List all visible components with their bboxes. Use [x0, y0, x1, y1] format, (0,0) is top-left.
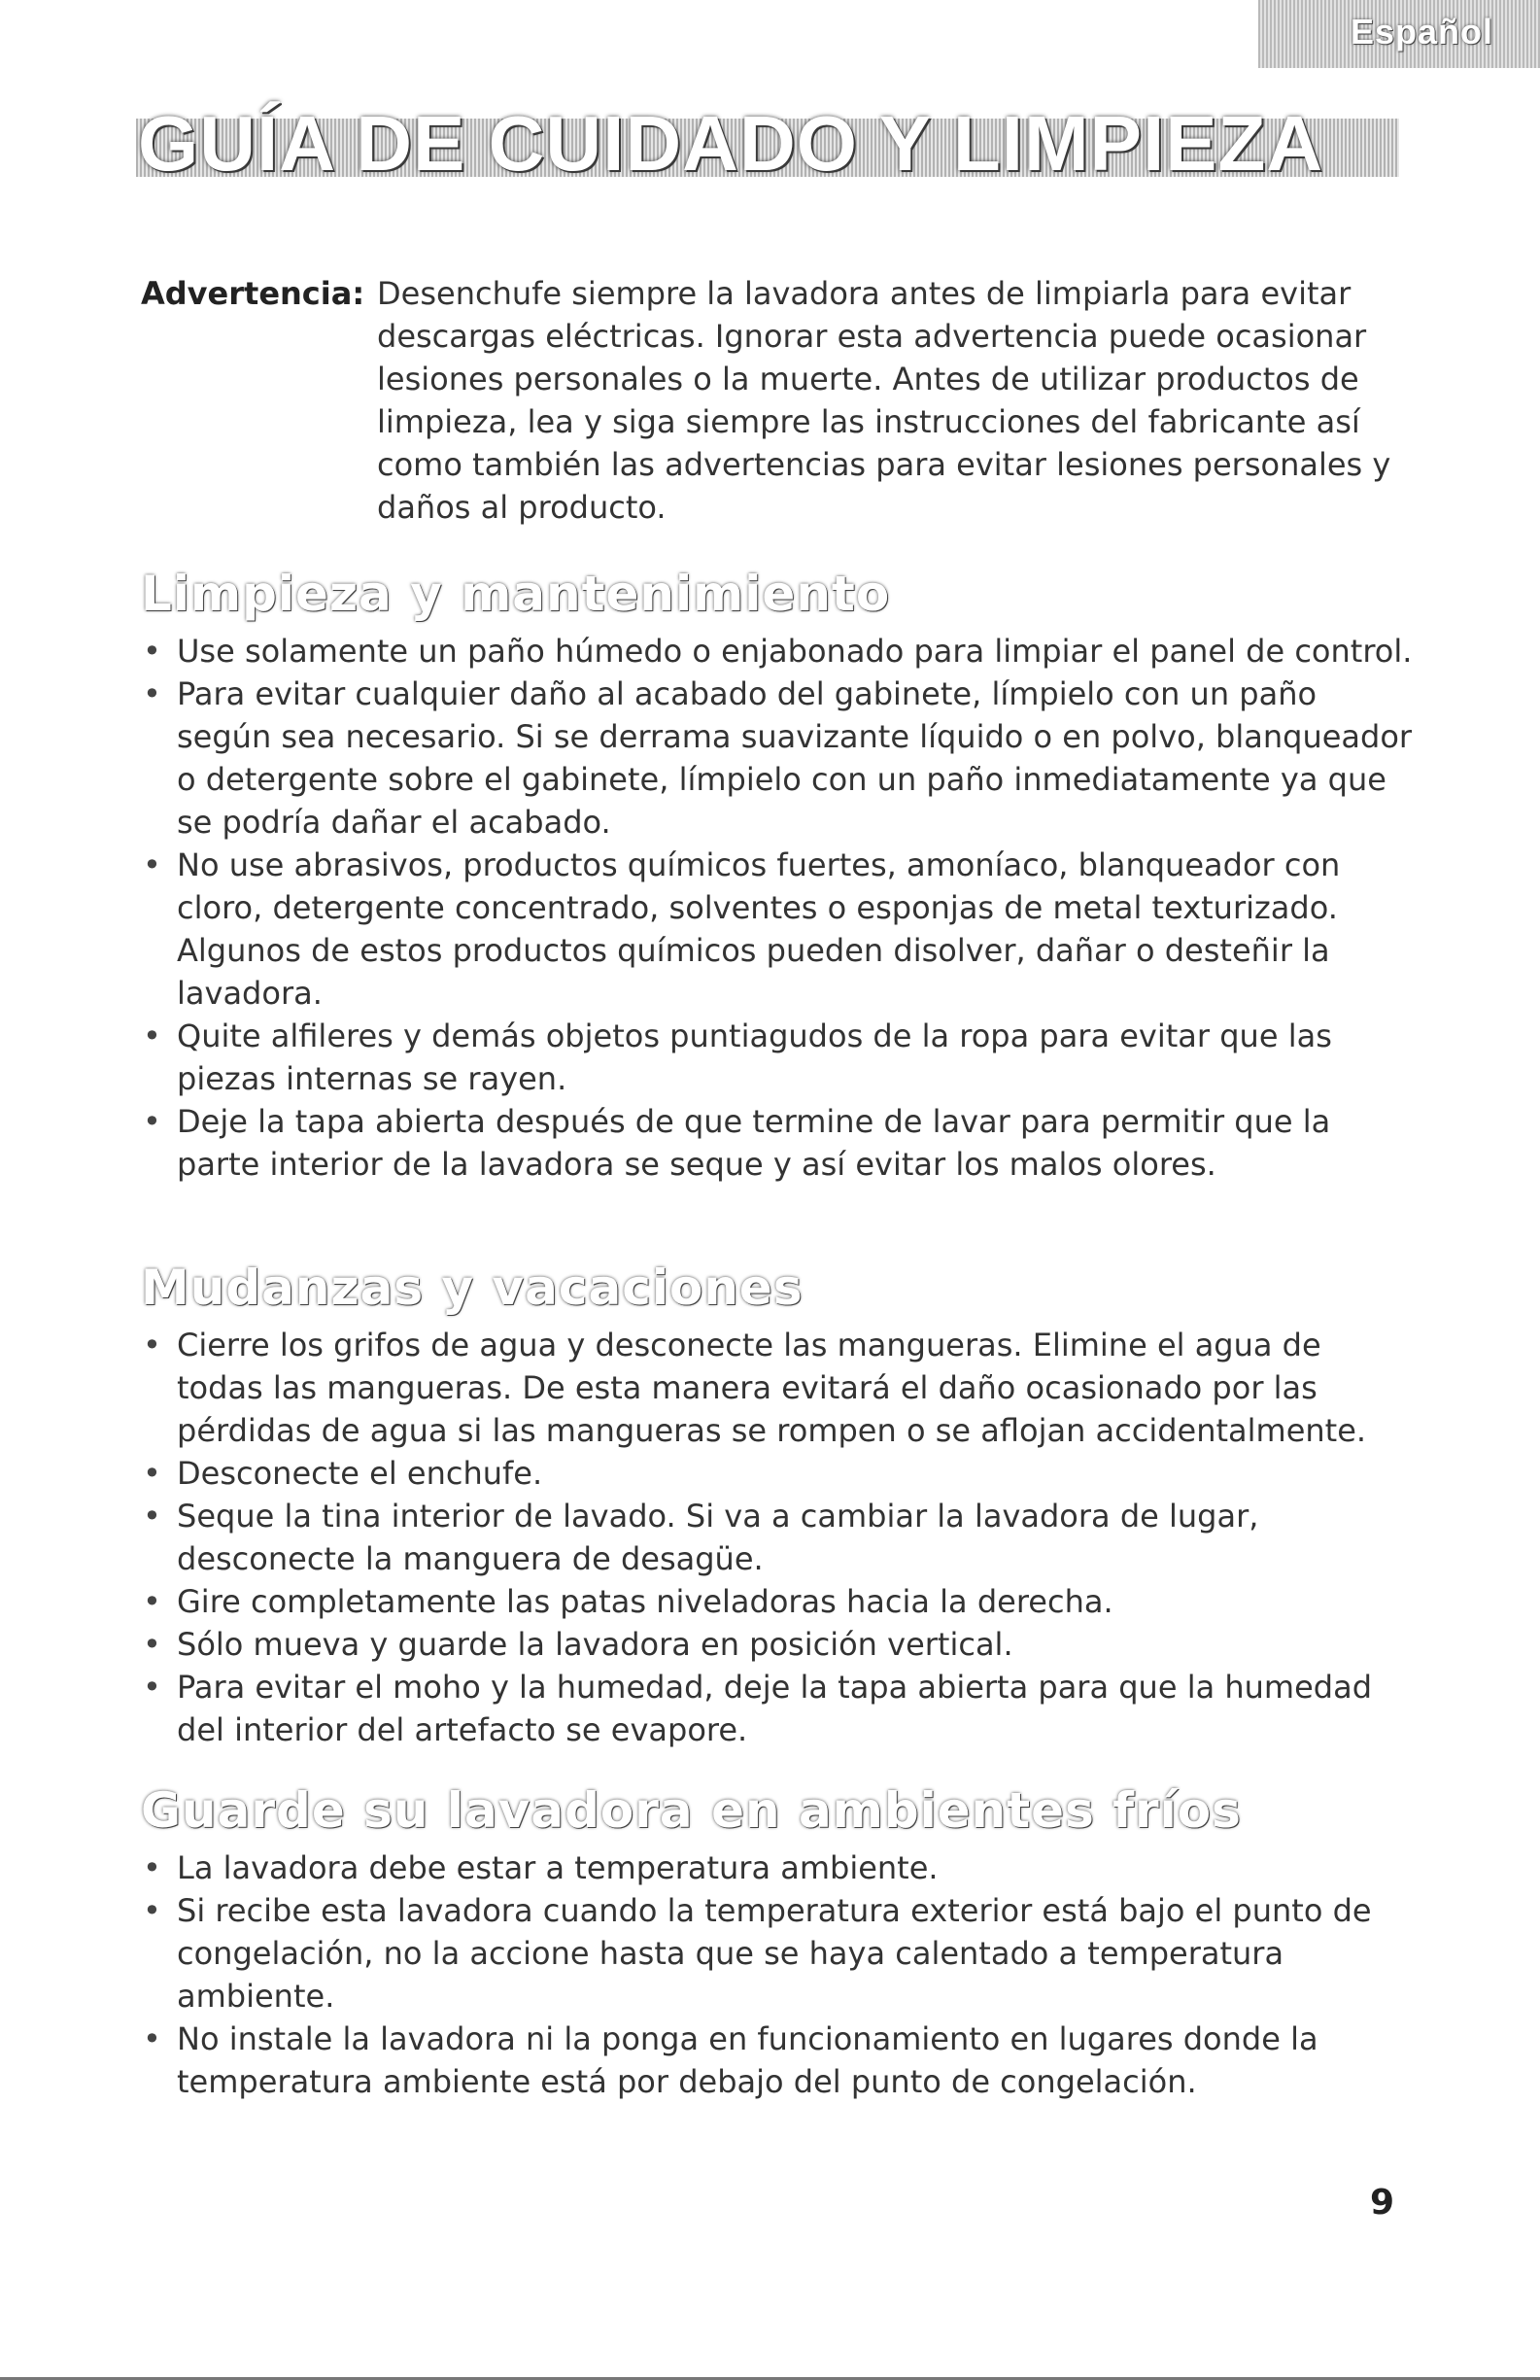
- cleaning-list: [141, 630, 1414, 1186]
- list-item: • Cierre los grifos de agua y desconecte las mangueras. Elimine el agua de todas las mangueras. De esta manera evitará el daño ocasionado por las pérdidas de agua si las mangueras se rompen o se aflojan accidentalmente.: [141, 1324, 1414, 1452]
- page-number: 9: [1370, 2183, 1395, 2223]
- list-item: • Gire completamente las patas niveladoras hacia la derecha.: [141, 1580, 1414, 1623]
- list-item: • No instale la lavadora ni la ponga en funcionamiento en lugares donde la temperatura ambiente está por debajo del punto de congelación.: [141, 2018, 1414, 2103]
- list-item: • Sólo mueva y guarde la lavadora en posición vertical.: [141, 1623, 1414, 1666]
- list-item: • Desconecte el enchufe.: [141, 1452, 1414, 1495]
- list-item: • La lavadora debe estar a temperatura ambiente.: [141, 1846, 1414, 1889]
- section-cold-storage: [141, 1782, 1414, 2103]
- list-item: • Para evitar cualquier daño al acabado del gabinete, límpielo con un paño según sea necesario. Si se derrama suavizante líquido o en polvo, blanqueador o detergente sobre el gabinete, límpielo con un paño inmediatamente ya que se podría dañar el acabado.: [141, 673, 1414, 844]
- warning-text: Desenchufe siempre la lavadora antes de limpiarla para evitar descargas eléctricas. Ignorar esta advertencia puede ocasionar lesiones personales o la muerte. Antes de utilizar productos de limpieza, lea y siga siempre las instrucciones del fabricante así como también las advertencias para evitar lesiones personales y daños al producto.: [377, 275, 1391, 526]
- language-tab: [1258, 0, 1540, 68]
- list-item: • Deje la tapa abierta después de que termine de lavar para permitir que la parte interior de la lavadora se seque y así evitar los malos olores.: [141, 1100, 1414, 1186]
- page-title: GUÍA DE CUIDADO Y LIMPIEZA: [138, 100, 1324, 187]
- list-item: • Seque la tina interior de lavado. Si va a cambiar la lavadora de lugar, desconecte la manguera de desagüe.: [141, 1495, 1414, 1580]
- warning-block: [141, 272, 1404, 529]
- section-heading-cleaning: Limpieza y mantenimiento: [141, 566, 891, 622]
- section-moving: [141, 1259, 1414, 1751]
- section-heading-moving: Mudanzas y vacaciones: [141, 1259, 804, 1316]
- list-item: • No use abrasivos, productos químicos fuertes, amoníaco, blanqueador con cloro, detergente concentrado, solventes o esponjas de metal texturizado. Algunos de estos productos químicos pueden disolver, dañar o desteñir la lavadora.: [141, 844, 1414, 1015]
- list-item: • Use solamente un paño húmedo o enjabonado para limpiar el panel de control.: [141, 630, 1414, 673]
- warning-label: Advertencia:: [141, 275, 365, 312]
- list-item: • Quite alfileres y demás objetos puntiagudos de la ropa para evitar que las piezas internas se rayen.: [141, 1015, 1414, 1100]
- language-label: Español: [1351, 12, 1494, 52]
- moving-list: [141, 1324, 1414, 1751]
- list-item: • Para evitar el moho y la humedad, deje la tapa abierta para que la humedad del interior del artefacto se evapore.: [141, 1666, 1414, 1751]
- section-heading-cold-storage: Guarde su lavadora en ambientes fríos: [141, 1782, 1242, 1839]
- list-item: • Si recibe esta lavadora cuando la temperatura exterior está bajo el punto de congelación, no la accione hasta que se haya calentado a temperatura ambiente.: [141, 1889, 1414, 2018]
- cold-storage-list: [141, 1846, 1414, 2103]
- section-cleaning: [141, 566, 1414, 1186]
